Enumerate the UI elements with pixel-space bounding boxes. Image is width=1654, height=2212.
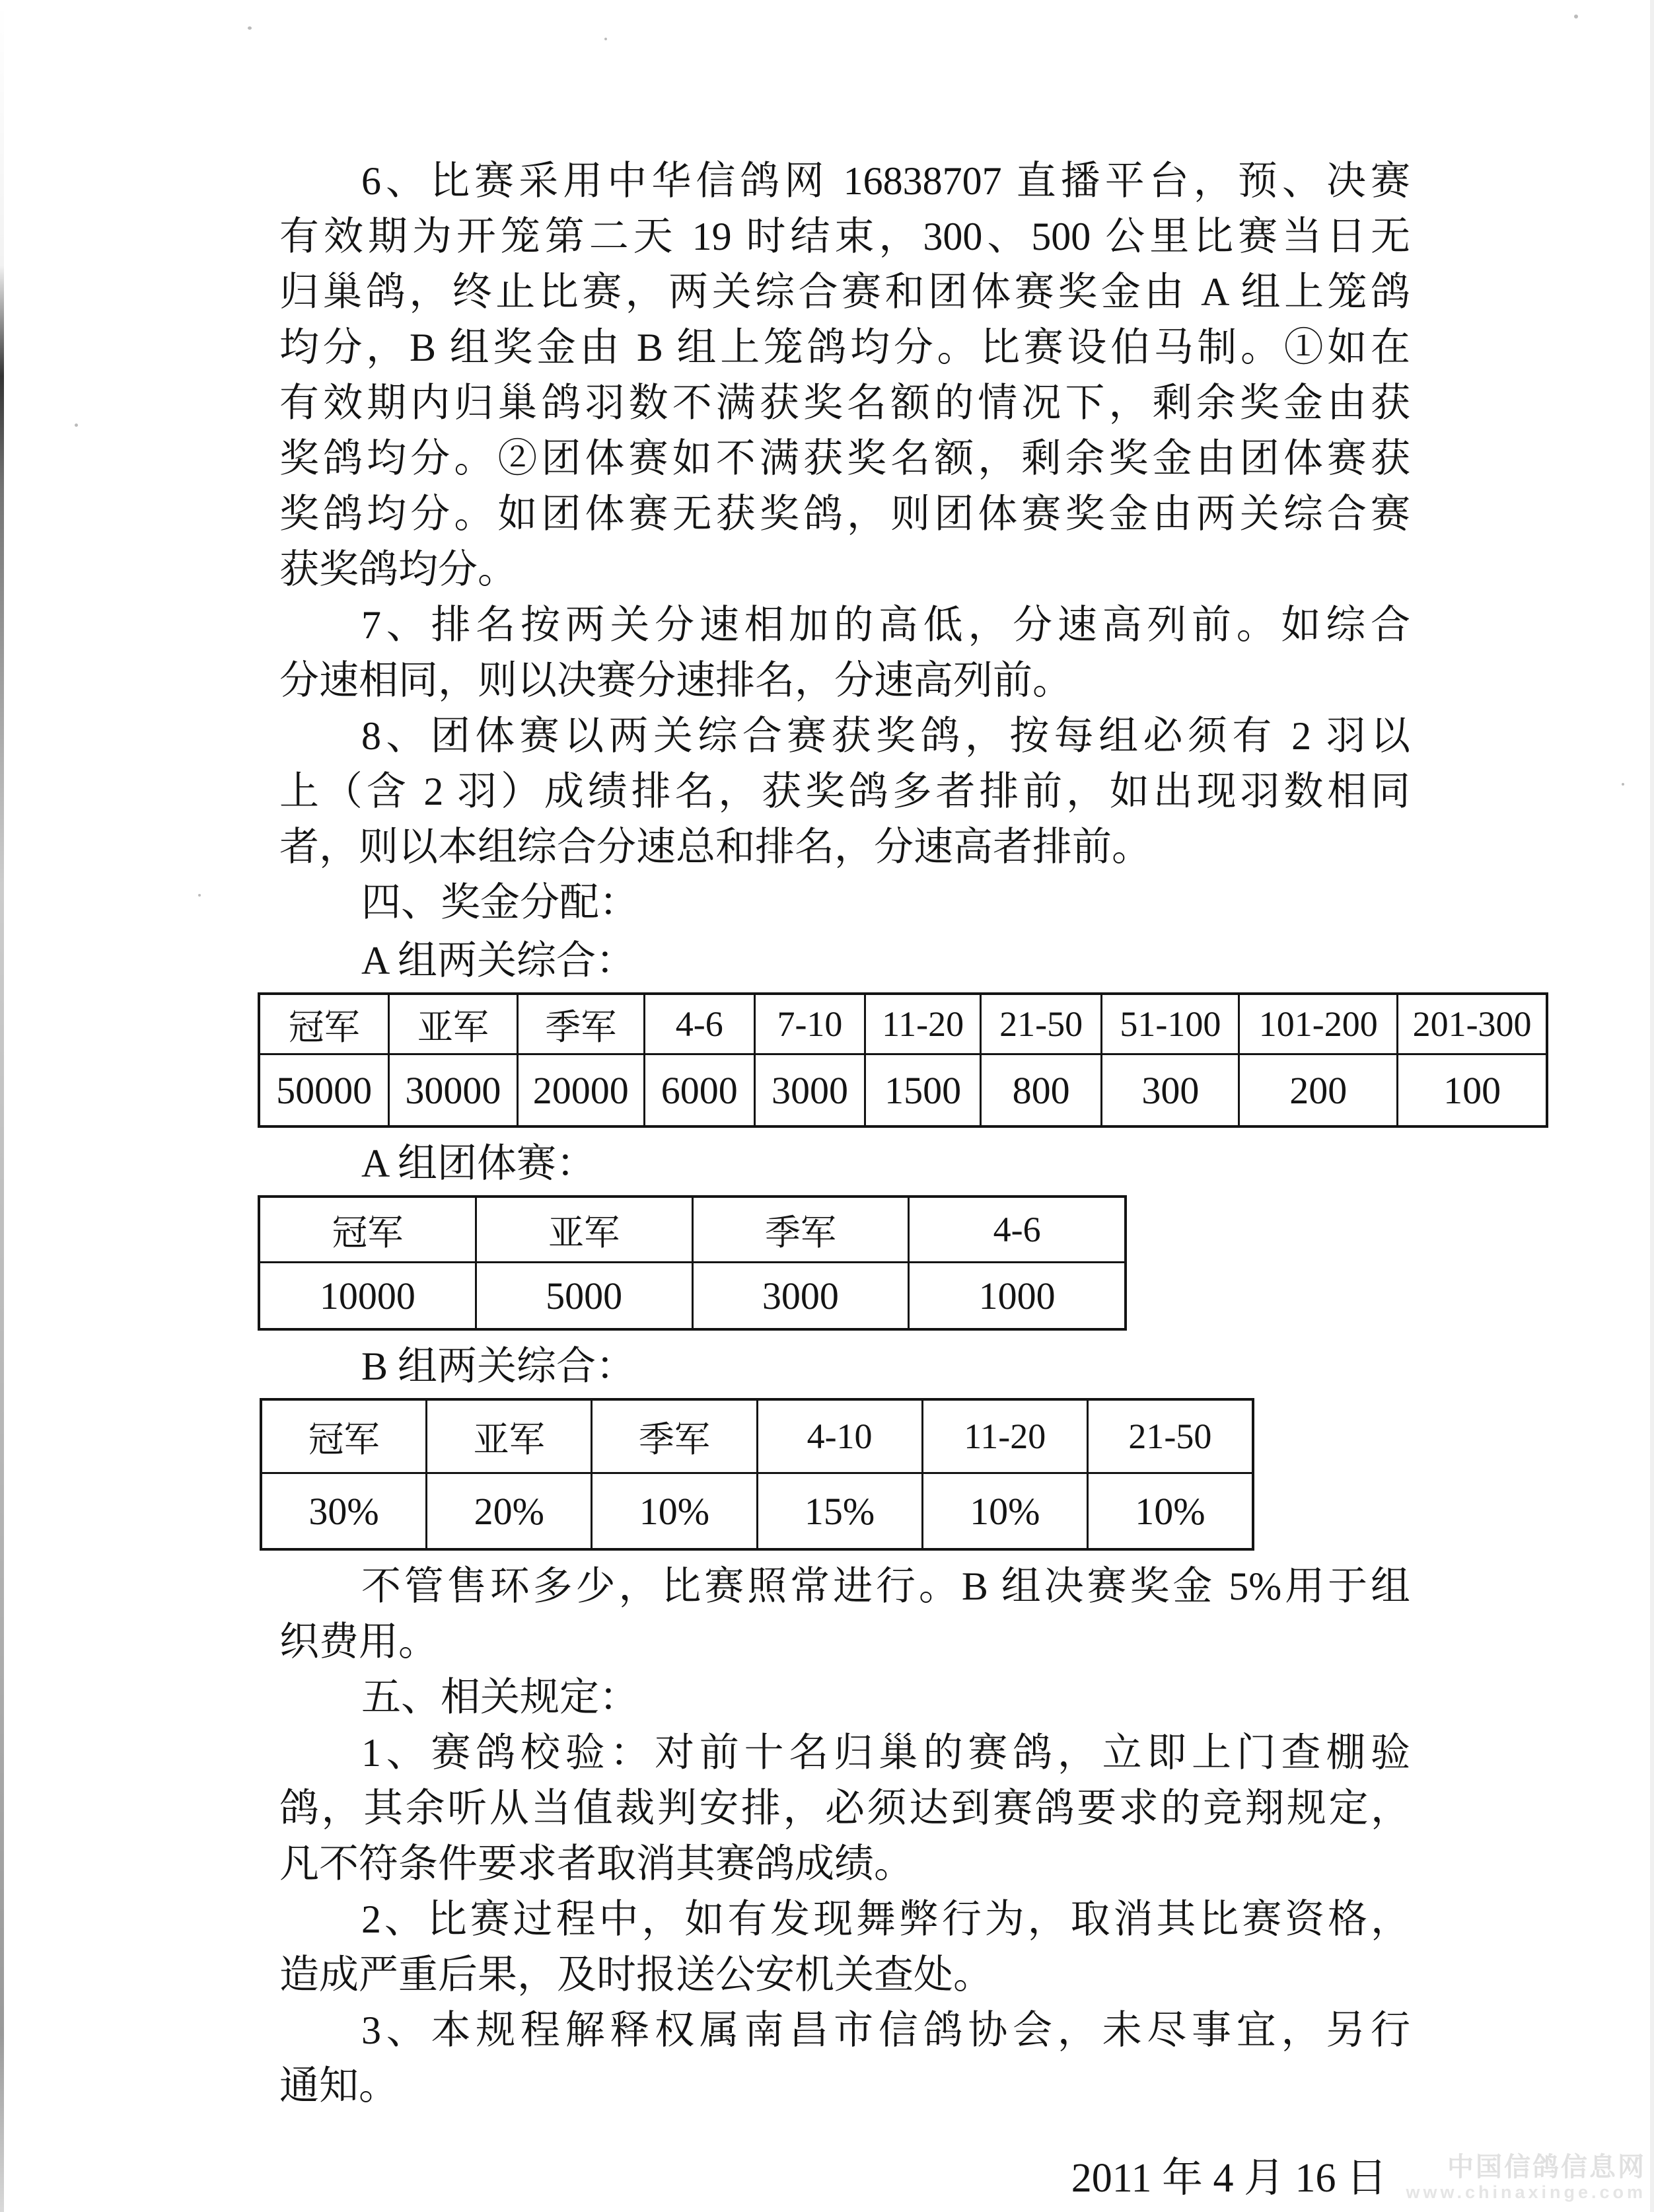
table-value-cell: 1500: [866, 1055, 980, 1125]
text-line: 织费用。: [279, 1620, 438, 1664]
watermark-site-name: 中国信鸽信息网: [1447, 2153, 1646, 2182]
table-value-cell: 100: [1398, 1055, 1546, 1125]
text-line: 五、相关规定：: [361, 1676, 639, 1719]
text-line: 6、比赛采用中华信鸽网 16838707 直播平台，预、决赛: [361, 159, 1410, 203]
paragraph: [279, 2003, 1410, 2114]
table-header-cell: 4-6: [645, 995, 754, 1053]
site-watermark: [1406, 2153, 1646, 2203]
text-line: 分速相同，则以决赛分速排名，分速高列前。: [279, 659, 1072, 702]
table-value-cell: 6000: [645, 1055, 754, 1125]
table-value-cell: 5000: [477, 1263, 692, 1328]
paragraph: [279, 153, 1410, 597]
scan-edge-artifact: [0, 0, 4, 2212]
table-header-cell: 4-6: [910, 1198, 1124, 1261]
paragraph: [279, 597, 1410, 708]
table-header-cell: 201-300: [1398, 995, 1546, 1053]
table-value-cell: 10%: [593, 1474, 756, 1548]
text-line: 8、团体赛以两关综合赛获奖鸽，按每组必须有 2 羽以: [361, 714, 1410, 758]
text-line: 奖鸽均分。如团体赛无获奖鸽，则团体赛奖金由两关综合赛: [279, 492, 1410, 536]
table-value-cell: 3000: [756, 1055, 865, 1125]
text-line: 3、本规程解释权属南昌市信鸽协会，未尽事宜，另行: [361, 2009, 1410, 2052]
table-header-cell: 亚军: [427, 1401, 591, 1472]
table-header-cell: 冠军: [260, 1198, 475, 1261]
scan-speck: [604, 38, 607, 40]
prize-table: [260, 1398, 1254, 1551]
text-line: 凡不符条件要求者取消其赛鸽成绩。: [279, 1842, 914, 1886]
scan-speck: [1574, 15, 1578, 18]
table-header-cell: 51-100: [1102, 995, 1238, 1053]
table-value-cell: 50000: [260, 1055, 388, 1125]
table-header-cell: 21-50: [982, 995, 1100, 1053]
table-header-cell: 4-10: [758, 1401, 921, 1472]
table-value-cell: 30%: [262, 1474, 425, 1548]
text-line: 不管售环多少，比赛照常进行。B 组决赛奖金 5%用于组: [361, 1565, 1410, 1608]
table-label: A 组团体赛：: [361, 1142, 596, 1185]
table-header-cell: 冠军: [262, 1401, 425, 1472]
text-line: 2、比赛过程中，如有发现舞弊行为，取消其比赛资格，: [361, 1898, 1410, 1941]
table-header-cell: 101-200: [1240, 995, 1396, 1053]
paragraph: [279, 1725, 1410, 1892]
text-line: 通知。: [279, 2064, 398, 2108]
text-line: 有效期内归巢鸽羽数不满获奖名额的情况下，剩余奖金由获: [279, 381, 1410, 425]
table-header-cell: 亚军: [477, 1198, 692, 1261]
paragraph: [279, 708, 1410, 875]
table-value-cell: 800: [982, 1055, 1100, 1125]
table-label: A 组两关综合：: [361, 939, 636, 982]
paragraph: [279, 1559, 1410, 1670]
table-value-cell: 10%: [923, 1474, 1087, 1548]
section-heading: [279, 875, 1410, 930]
section-heading: [279, 1670, 1410, 1725]
watermark-site-url: www.chinaxinge.com: [1406, 2182, 1646, 2202]
text-line: 奖鸽均分。②团体赛如不满获奖名额，剩余奖金由团体赛获: [279, 437, 1410, 480]
table-value-cell: 10%: [1089, 1474, 1252, 1548]
table-value-cell: 1000: [910, 1263, 1124, 1328]
scan-edge-artifact: [1650, 0, 1654, 2212]
table-value-cell: 10000: [260, 1263, 475, 1328]
scan-speck: [198, 894, 201, 897]
table-header-cell: 11-20: [866, 995, 980, 1053]
prize-table: [258, 1195, 1127, 1331]
table-header-cell: 季军: [519, 995, 643, 1053]
text-line: 归巢鸽，终止比赛，两关综合赛和团体赛奖金由 A 组上笼鸽: [279, 270, 1410, 314]
table-header-cell: 季军: [694, 1198, 908, 1261]
table-value-cell: 15%: [758, 1474, 921, 1548]
scan-speck: [1622, 783, 1624, 786]
table-value-cell: 200: [1240, 1055, 1396, 1125]
text-line: 造成严重后果，及时报送公安机关查处。: [279, 1953, 993, 1997]
table-value-cell: 20%: [427, 1474, 591, 1548]
text-line: 有效期为开笼第二天 19 时结束，300、500 公里比赛当日无: [279, 215, 1410, 258]
text-line: 四、奖金分配：: [361, 881, 639, 924]
scan-speck: [248, 26, 252, 30]
table-header-cell: 11-20: [923, 1401, 1087, 1472]
document-date: 2011 年 4 月 16 日: [1071, 2156, 1387, 2201]
table-value-cell: 20000: [519, 1055, 643, 1125]
text-line: 1、赛鸽校验：对前十名归巢的赛鸽，立即上门查棚验: [361, 1731, 1410, 1775]
text-line: 均分，B 组奖金由 B 组上笼鸽均分。比赛设伯马制。①如在: [279, 326, 1410, 369]
table-header-cell: 冠军: [260, 995, 388, 1053]
text-line: 上（含 2 羽）成绩排名，获奖鸽多者排前，如出现羽数相同: [279, 770, 1410, 813]
table-header-cell: 亚军: [390, 995, 516, 1053]
text-line: 鸽，其余听从当值裁判安排，必须达到赛鸽要求的竞翔规定，: [279, 1787, 1410, 1830]
text-line: 获奖鸽均分。: [279, 548, 517, 591]
text-line: 者，则以本组综合分速总和排名，分速高者排前。: [279, 825, 1151, 869]
table-value-cell: 30000: [390, 1055, 516, 1125]
table-header-cell: 7-10: [756, 995, 865, 1053]
table-header-cell: 21-50: [1089, 1401, 1252, 1472]
table-header-cell: 季军: [593, 1401, 756, 1472]
paragraph: [279, 1892, 1410, 2003]
scan-speck: [75, 424, 78, 427]
table-value-cell: 300: [1102, 1055, 1238, 1125]
table-label: B 组两关综合：: [361, 1345, 636, 1388]
text-line: 7、排名按两关分速相加的高低，分速高列前。如综合: [361, 603, 1410, 647]
table-value-cell: 3000: [694, 1263, 908, 1328]
prize-table: [258, 992, 1548, 1128]
